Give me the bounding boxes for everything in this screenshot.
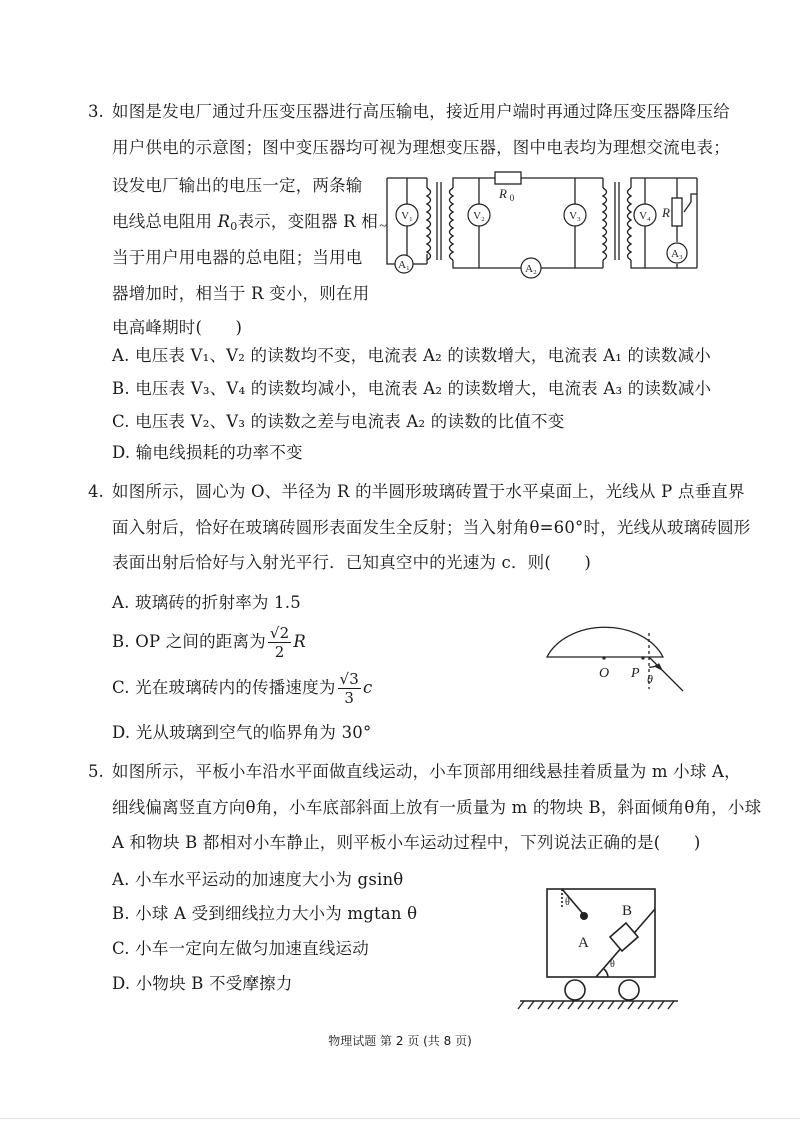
q3-line4-post: 表示，变阻器 R 相 (237, 212, 378, 231)
q4-text-line3: 表面出射后恰好与入射光平行．已知真空中的光速为 c．则( ) (112, 553, 592, 572)
incline-angle-label: θ (610, 959, 615, 970)
q3-option-c: C. 电压表 V₂、V₃ 的读数之差与电流表 A₂ 的读数的比值不变 (112, 412, 565, 431)
q3-number: 3. (88, 102, 104, 121)
q5-option-c: C. 小车一定向左做匀加速直线运动 (112, 939, 369, 958)
v4-label: V₄ (639, 210, 651, 222)
q4-text-line1: 如图所示，圆心为 O、半径为 R 的半圆形玻璃砖置于水平桌面上，光线从 P 点垂直界 (112, 482, 745, 501)
q4-option-b (112, 622, 306, 662)
q4-option-c-fraction (338, 670, 362, 707)
p-label: P (631, 666, 640, 681)
ac-source-symbol: ~ (379, 219, 387, 234)
q3-text-line3: 设发电厂输出的电压一定，两条输 (112, 176, 363, 195)
ball-a-label: A (578, 935, 589, 951)
q4-option-b-fraction (268, 624, 292, 661)
q3-text-line7: 电高峰期时( ) (112, 318, 243, 337)
q5-option-b: B. 小球 A 受到细线拉力大小为 mgtan θ (112, 904, 418, 923)
r-label: R (662, 205, 670, 220)
theta-label: θ (647, 672, 653, 686)
page-footer: 物理试题 第 2 页 (共 8 页) (328, 1034, 472, 1048)
q4-option-c-numerator: √3 (339, 670, 360, 688)
q4-option-a: A. 玻璃砖的折射率为 1.5 (112, 593, 301, 612)
q3-text-line6: 器增加时，相当于 R 变小，则在用 (112, 284, 370, 303)
q5-text-line1: 如图所示，平板小车沿水平面做直线运动，小车顶部用细线悬挂着质量为 m 小球 A， (112, 762, 741, 781)
q4-option-b-numerator: √2 (269, 624, 290, 642)
q3-line4-var: R (217, 212, 231, 231)
q4-option-c-text: C. 光在玻璃砖内的传播速度为 (112, 678, 336, 697)
q3-text-line5: 当于用户用电器的总电阻；当用电 (112, 248, 363, 267)
q4-option-b-unit: R (293, 632, 307, 651)
q3-text-line2: 用户供电的示意图；图中变压器均可视为理想变压器，图中电表均为理想交流电表； (112, 138, 730, 157)
q4-option-c-unit: c (363, 678, 373, 697)
q5-text-line3: A 和物块 B 都相对小车静止，则平板小车运动过程中，下列说法正确的是( ) (112, 833, 701, 852)
q3-circuit-diagram (375, 168, 705, 286)
q5-option-a: A. 小车水平运动的加速度大小为 gsinθ (112, 870, 404, 889)
string-angle-label: θ (565, 897, 570, 908)
q4-semicircle-diagram (535, 605, 695, 700)
q4-option-c (112, 668, 373, 708)
o-label: O (599, 666, 610, 681)
r0-sub-label: 0 (509, 193, 515, 203)
a1-label: A₁ (398, 259, 410, 271)
q4-option-c-denominator: 3 (344, 689, 355, 707)
q4-option-b-denominator: 2 (274, 643, 285, 661)
q5-number: 5. (88, 762, 104, 781)
q3-option-b: B. 电压表 V₃、V₄ 的读数均减小，电流表 A₂ 的读数增大，电流表 A₃ 的读数减小 (112, 379, 712, 398)
a3-label: A₃ (671, 248, 683, 260)
q3-line4-pre: 电线总电阻用 (112, 212, 218, 231)
q4-number: 4. (88, 482, 104, 501)
q4-option-d: D. 光从玻璃到空气的临界角为 30° (112, 723, 372, 742)
q3-text-line1: 如图是发电厂通过升压变压器进行高压输电，接近用户端时再通过降压变压器降压给 (112, 102, 730, 121)
a2-label: A₂ (525, 263, 537, 275)
block-b-label: B (622, 903, 633, 919)
q5-text-line2: 细线偏离竖直方向θ角，小车底部斜面上放有一质量为 m 的物块 B，斜面倾角θ角，小球 (112, 798, 762, 817)
q4-text-line2: 面入射后，恰好在玻璃砖圆形表面发生全反射；当入射角θ=60°时，光线从玻璃砖圆形 (112, 518, 751, 537)
q3-text-line4 (112, 210, 378, 234)
q5-option-d: D. 小物块 B 不受摩擦力 (112, 974, 293, 993)
q4-option-b-text: B. OP 之间的距离为 (112, 632, 266, 651)
scan-edge-divider (0, 1118, 800, 1119)
v2-label: V₂ (473, 210, 485, 222)
q3-option-a: A. 电压表 V₁、V₂ 的读数均不变，电流表 A₂ 的读数增大，电流表 A₁ 的读数减小 (112, 346, 711, 365)
v3-label: V₃ (569, 210, 581, 222)
q3-option-d: D. 输电线损耗的功率不变 (112, 443, 303, 462)
r0-label: R (499, 186, 507, 201)
q3-line4-sub: 0 (230, 220, 238, 233)
v1-label: V₁ (401, 210, 413, 222)
q5-cart-diagram (512, 885, 682, 1015)
